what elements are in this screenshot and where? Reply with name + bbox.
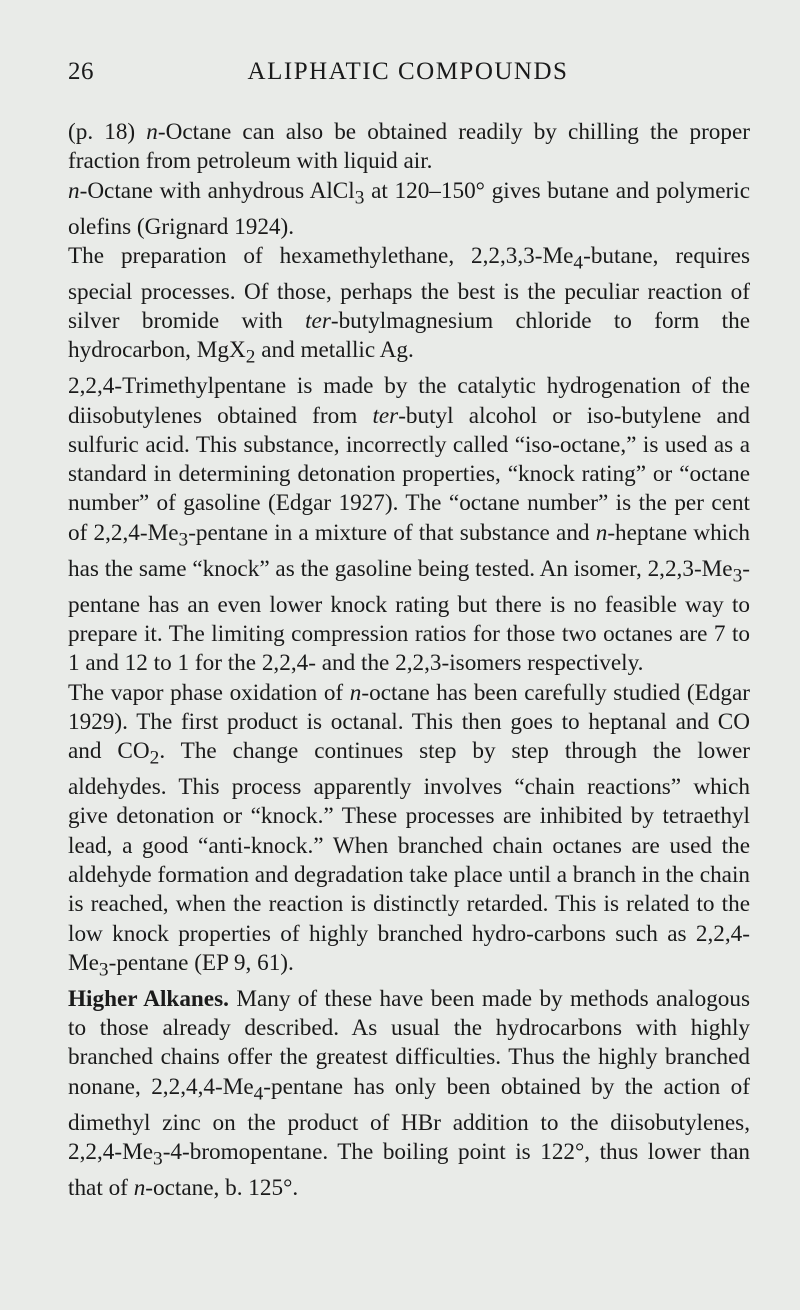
paragraph-octane-alcl3: [68, 177, 750, 242]
paragraph-trimethylpentane: [68, 372, 750, 678]
italic-prefix: n: [133, 1174, 146, 1201]
italic-prefix: ter: [372, 402, 399, 429]
running-title: ALIPHATIC COMPOUNDS: [247, 58, 569, 85]
text-run: -pentane in a mixture of that substance and: [188, 519, 596, 546]
subscript: 4: [253, 1083, 264, 1105]
paragraph-higher-alkanes: [68, 985, 750, 1203]
text-run: -Octane can also be obtained readily by chilling the proper fraction from petroleum with liquid air.: [68, 119, 750, 175]
subscript: 3: [178, 529, 189, 551]
italic-prefix: n: [595, 519, 608, 546]
paragraph-octane-liquid-air: [68, 118, 750, 177]
paragraph-vapor-oxidation: [68, 679, 750, 985]
subscript: 4: [573, 252, 584, 274]
text-run: -heptane which has the same “knock” as the gasoline being tested. An isomer, 2,2,3-Me: [68, 519, 750, 582]
subscript: 3: [153, 1148, 163, 1170]
subscript: 3: [98, 959, 109, 981]
body-text: [68, 118, 750, 1203]
text-run: -Octane with anhydrous AlCl: [79, 177, 355, 204]
text-run: -4-bromopentane. The boiling point is 122°, thus lower than that of: [68, 1138, 750, 1201]
text-run: -butyl alcohol or iso-butylene and sulfuric acid. This substance, incorrectly called “iso-octane,” is used as a standard in determining detonation properties, “knock rating” or “octane number” of gasoline (Edgar 1927). The “octane number” is the per cent of 2,2,4-Me: [68, 402, 750, 546]
subscript: 3: [354, 187, 365, 209]
text-run: . The change continues step by step through the lower aldehydes. This process apparently involves “chain reactions” which give detonation or “knock.” These processes are inhibited by tetraethyl lead, a good “anti-knock.” When branched chain octanes are used the aldehyde formation and degradation take place until a branch in the chain is reached, when the reaction is distinctly retarded. This is related to the low knock properties of highly branched hydro-carbons such as 2,2,4-Me: [68, 738, 750, 976]
text-run: -octane, b. 125°.: [145, 1174, 299, 1201]
text-run: The preparation of hexamethylethane, 2,2,3,3-Me: [68, 242, 574, 269]
section-heading: Higher Alkanes.: [68, 985, 229, 1012]
italic-prefix: ter: [305, 308, 331, 335]
page-header: [68, 58, 748, 98]
italic-prefix: n: [349, 679, 362, 706]
text-run: -octane has been carefully studied (Edgar 1929). The first product is octanal. This then goes to heptanal and CO and CO: [68, 679, 750, 765]
text-run: -pentane has an even lower knock rating but there is no feasible way to prepare it. The limiting compression ratios for those two octanes are 7 to 1 and 12 to 1 for the 2,2,4- and the 2,2,3-isomers respectively.: [68, 555, 750, 677]
text-run: -pentane (EP 9, 61).: [108, 949, 294, 976]
text-run: -pentane has only been obtained by the action of dimethyl zinc on the product of HBr addition to the diisobutylenes, 2,2,4-Me: [68, 1073, 750, 1165]
text-run: The vapor phase oxidation of: [68, 679, 350, 706]
italic-prefix: n: [68, 177, 80, 204]
subscript: 2: [149, 747, 160, 769]
italic-prefix: n: [146, 119, 158, 145]
page-number: 26: [68, 58, 94, 85]
text-run: and metallic Ag.: [255, 337, 414, 364]
subscript: 2: [245, 347, 256, 368]
paragraph-hexamethylethane: [68, 242, 750, 372]
text-run: Many of these have been made by methods analogous to those already described. As usual the hydrocarbons with highly branched chains offer the greatest difficulties. Thus the highly branched nonane, 2,2,4,4-Me: [68, 985, 751, 1100]
text-run: -butane, requires special processes. Of those, perhaps the best is the peculiar reaction of silver bromide with: [68, 242, 750, 335]
text-run: 2,2,4-Trimethylpentane is made by the catalytic hydrogenation of the diisobutylenes obtained from: [68, 373, 750, 429]
subscript: 3: [732, 565, 743, 587]
text-run: -butylmagnesium chloride to form the hydrocarbon, MgX: [68, 308, 750, 364]
text-run: at 120–150° gives butane and polymeric olefins (Grignard 1924).: [68, 177, 750, 240]
text-run: (p. 18): [68, 119, 147, 145]
